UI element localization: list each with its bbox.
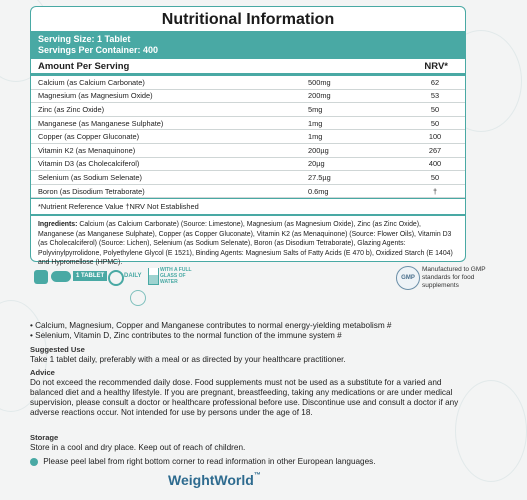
brand-tm: ™ (253, 472, 261, 479)
suggested-use-title: Suggested Use (30, 345, 85, 354)
servings-per-container: Servings Per Container: 400 (38, 45, 159, 55)
table-row (31, 116, 465, 130)
storage-text: Store in a cool and dry place. Keep out of reach of children. (30, 443, 246, 452)
nutrient-nrv: 400 (405, 157, 465, 171)
one-tablet-badge: 1 TABLET (73, 271, 107, 281)
nutrient-name: Copper (as Copper Gluconate) (31, 130, 301, 144)
panel-title: Nutritional Information (161, 11, 335, 28)
nutrition-panel (30, 6, 466, 266)
nutrient-amount: 1mg (301, 130, 405, 144)
table-row (31, 171, 465, 185)
nutrient-amount: 500mg (301, 76, 405, 89)
table-row (31, 130, 465, 144)
gmp-text: Manufactured to GMP standards for food supplements (422, 266, 486, 289)
nrv-note: *Nutrient Reference Value †NRV Not Established (31, 198, 465, 216)
nutrient-name: Vitamin K2 (as Menaquinone) (31, 143, 301, 157)
nutrient-nrv: 50 (405, 171, 465, 185)
storage-title: Storage (30, 433, 59, 442)
advice-title: Advice (30, 368, 55, 377)
nutrient-name: Zinc (as Zinc Oxide) (31, 103, 301, 117)
advice-section (30, 368, 470, 418)
nutrient-amount: 0.6mg (301, 184, 405, 198)
health-claims (30, 321, 470, 341)
nutrient-amount: 5mg (301, 103, 405, 117)
ingredients-text: Calcium (as Calcium Carbonate) (Source: Limestone), Magnesium (as Magnesium Oxide), Zinc (as Zinc Oxide), Manganese (as Manganese Sulphate), Copper (as Copper Gluconate), Vitamin K2 (as Menaquinone) (Source: Flower Oils), Vitamin D3 (as Cholecalciferol) (Source: Lichen), Selenium (as Sodium Selenate), Boron (as Disodium Tetraborate), Glazing Agents: Polyvinylpyrrolidone, Polyethylene Glycol (E 1521), Binding Agents: Magnesium Salts of Fatty Acids (E 470 b), Oxidized Starch (E 1404) and Hypromellose (HPMC). (38, 221, 453, 266)
claim-item: • Selenium, Vitamin D, Zinc contributes to the normal function of the immune system # (30, 331, 342, 340)
serving-size: Serving Size: 1 Tablet (38, 34, 131, 44)
nutrient-name: Magnesium (as Magnesium Oxide) (31, 89, 301, 103)
daily-label: DAILY (124, 273, 142, 279)
info-icon (30, 458, 38, 466)
nutrient-name: Selenium (as Sodium Selenate) (31, 171, 301, 185)
nutrient-amount: 27.5µg (301, 171, 405, 185)
brand-name: WeightWorld (168, 472, 254, 488)
tablet-icon (51, 271, 71, 282)
storage-section (30, 433, 470, 453)
nutrient-nrv: 53 (405, 89, 465, 103)
claim-item: • Calcium, Magnesium, Copper and Manganese contributes to normal energy-yielding metabolism # (30, 321, 392, 330)
table-row (31, 76, 465, 89)
peel-note-row (30, 457, 470, 467)
suggested-use-section (30, 345, 470, 365)
nutrient-name: Boron (as Disodium Tetraborate) (31, 184, 301, 198)
nutrient-name: Vitamin D3 (as Cholecalciferol) (31, 157, 301, 171)
nutrient-nrv: † (405, 184, 465, 198)
leaf-badge-icon (34, 270, 48, 284)
nutrient-amount: 20µg (301, 157, 405, 171)
peel-note: Please peel label from right bottom corner to read information in other European languages. (43, 457, 376, 466)
nutrient-amount: 1mg (301, 116, 405, 130)
table-row (31, 89, 465, 103)
daily-arrow-icon (108, 270, 124, 286)
water-label: WITH A FULL GLASS OF WATER (160, 267, 192, 285)
amount-header: Amount Per Serving (38, 61, 130, 72)
suggested-use-text: Take 1 tablet daily, preferably with a meal or as directed by your healthcare practitioner. (30, 355, 346, 364)
nutrient-nrv: 50 (405, 103, 465, 117)
nutrient-name: Calcium (as Calcium Carbonate) (31, 76, 301, 89)
nutrient-nrv: 267 (405, 143, 465, 157)
nutrient-name: Manganese (as Manganese Sulphate) (31, 116, 301, 130)
swallow-icon (130, 290, 146, 306)
table-row (31, 184, 465, 198)
table-row (31, 157, 465, 171)
nutrient-nrv: 62 (405, 76, 465, 89)
usage-icons-row (30, 264, 486, 320)
brand-logo (168, 472, 261, 488)
nrv-header: NRV* (424, 61, 448, 72)
amount-header-row (31, 59, 465, 76)
water-glass-icon (148, 268, 159, 285)
gmp-badge: GMP (396, 266, 420, 290)
serving-info (31, 31, 465, 59)
ingredients-label: Ingredients: (38, 221, 78, 229)
table-row (31, 103, 465, 117)
nutrient-table (31, 76, 465, 198)
advice-text: Do not exceed the recommended daily dose. Food supplements must not be used as a substitute for a varied and balanced diet and a healthy lifestyle. If you are pregnant, breastfeeding, taking any medications or are under medical supervision, please consult a doctor or healthcare professional before use. Discontinue use and consult a doctor if any adverse reactions occur. Not intended for use by persons under the age of 18. (30, 378, 459, 417)
table-row (31, 143, 465, 157)
nutrient-nrv: 100 (405, 130, 465, 144)
nutrient-amount: 200mg (301, 89, 405, 103)
nutrient-amount: 200µg (301, 143, 405, 157)
nutrient-nrv: 50 (405, 116, 465, 130)
